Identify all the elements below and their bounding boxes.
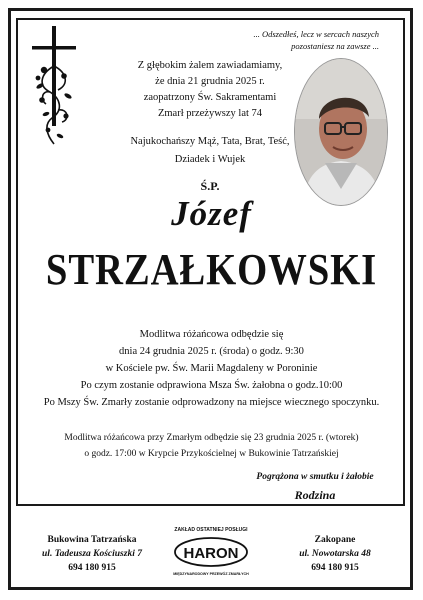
rosary-line: Modlitwa różańcowa przy Zmarłym odbędzie się 23 grudnia 2025 r. (wtorek) [64, 433, 359, 443]
haron-logo [170, 522, 252, 580]
intro-line: Z głębokim żalem zawiadamiamy, [137, 60, 283, 71]
intro-line: zaopatrzony Św. Sakramentami [143, 92, 277, 103]
rosary-line: o godz. 17:00 w Krypcie Przykościelnej w Bukowinie Tatrzańskiej [84, 449, 339, 459]
portrait-photo [294, 58, 388, 206]
family-line: Najukochańszy Mąż, Tata, Brat, Teść, [130, 136, 290, 147]
ceremony-line: dnia 24 grudnia 2025 r. (środa) o godz. 9:30 [119, 346, 304, 357]
ceremony-line: w Kościele pw. Św. Marii Magdaleny w Poroninie [105, 363, 318, 374]
announcement-intro [100, 58, 320, 122]
motto-line-2: pozostaniesz na zawsze ... [291, 41, 379, 51]
family-relations [100, 133, 320, 169]
intro-line: Zmarł przeżywszy lat 74 [157, 108, 263, 119]
ceremony-details [24, 326, 399, 411]
footer-right-phone: 694 180 915 [311, 563, 359, 573]
footer-right-town: Zakopane [314, 535, 356, 545]
title-sp: Ś.P. [200, 179, 220, 193]
footer-right [270, 533, 400, 575]
footer-left-phone: 694 180 915 [68, 563, 116, 573]
motto [159, 28, 379, 52]
footer-left-town: Bukowina Tatrzańska [47, 535, 137, 545]
motto-line-1: ... Odszedłeś, lecz w sercach naszych [253, 29, 379, 39]
footer-right-street: ul. Nowotarska 48 [299, 549, 371, 559]
surname: STRZAŁKOWSKI [45, 245, 378, 294]
cross-ornament-icon [30, 26, 80, 156]
ceremony-line: Po czym zostanie odprawiona Msza Św. żałobna o godz.10:00 [80, 380, 343, 391]
ceremony-line: Modlitwa różańcowa odbędzie się [139, 329, 284, 340]
logo-top-text: ZAKŁAD OSTATNIEJ POSŁUGI [174, 527, 248, 533]
logo-name-text: HARON [183, 545, 239, 562]
family-line: Dziadek i Wujek [174, 154, 246, 165]
footer-left-street: ul. Tadeusza Kościuszki 7 [42, 549, 142, 559]
intro-line: że dnia 21 grudnia 2025 r. [155, 76, 265, 87]
footer-left [22, 533, 162, 575]
logo-bottom-text: MIĘDZYNARODOWY PRZEWÓZ ZMARŁYCH [173, 572, 249, 576]
ceremony-line: Po Mszy Św. Zmarły zostanie odprowadzony na miejsce wiecznego spoczynku. [43, 397, 380, 408]
mourners-name: Rodzina [294, 488, 336, 502]
rosary-details [24, 430, 399, 462]
mourners-line: Pogrążona w smutku i żałobie [256, 472, 374, 482]
first-name: Józef [171, 194, 252, 233]
